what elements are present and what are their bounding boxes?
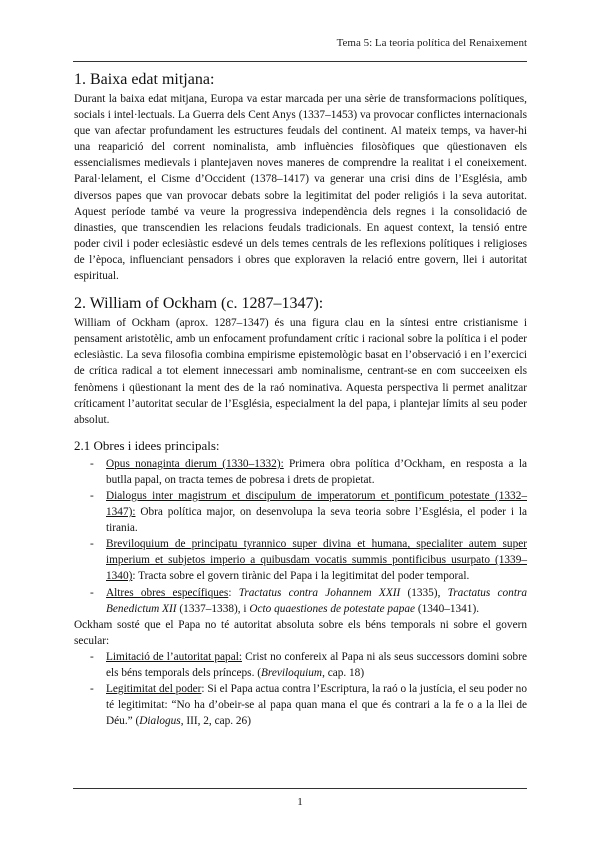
section-2-heading: 2. William of Ockham (c. 1287–1347): xyxy=(74,295,324,313)
works-list xyxy=(74,456,527,617)
work-title: Breviloquium de principatu tyrannico super divina et humana, specialiter autem super imperium et subjetos imperio a quibusdam vocatis summis pontificibus usurpato (1339–1340) xyxy=(106,538,527,583)
dash-bullet: - xyxy=(90,586,94,599)
text-fragment: , cap. 18) xyxy=(322,667,365,679)
text-fragment: , III, 2, cap. 26) xyxy=(180,715,251,728)
work-title: Altres obres específiques xyxy=(106,586,229,599)
work-italic-title: Tractatus contra Benedictum XII xyxy=(106,586,527,615)
page-number: 1 xyxy=(297,796,303,808)
work-description: Primera obra política d’Ockham, en resposta a la butlla papal, on tracta temes de pobresa i drets de propietat. xyxy=(106,457,527,486)
dash-bullet: - xyxy=(90,457,94,470)
section-1-paragraph: Durant la baixa edat mitjana, Europa va estar marcada per una sèrie de transformacions polítiques, socials i intel·lectuals. La Guerra dels Cent Anys (1337–1453) va provocar conflictes internacionals que van afectar profundament les estructures feudals del continent. Al mateix temps, va haver-hi una reaparició del corrent nominalista, amb influències filosòfiques que qüestionaven els essencialismes medievals i plantejaven noves maneres de comprendre la realitat i el coneixement. Paral·lelament, el Cisme d’Occident (1378–1417) va generar una crisi dins de l’Església, amb diversos papes que van provocar debats sobre la legitimitat del poder religiós i la seva autoritat. Aquest període també va veure la progressiva independència dels regnes i la consolidació de dinasties, que transcendien les relacions feudals tradicionals. En aquest context, la tensió entre poder civil i poder eclesiàstic esdevé un dels temes centrals de les reflexions polítiques i religioses de l’època, influenciant pensadors i obres que exploraven la relació entre govern, llei i autoritat espiritual. xyxy=(74,93,527,283)
dash-bullet: - xyxy=(90,489,94,502)
point-title: Limitació de l’autoritat papal: xyxy=(106,650,242,663)
summary-paragraph: Ockham sosté que el Papa no té autoritat absoluta sobre els béns temporals ni sobre el govern secular: xyxy=(74,618,527,647)
point-title: Legitimitat del poder xyxy=(106,683,202,696)
section-2-paragraph: William of Ockham (aprox. 1287–1347) és una figura clau en la síntesi entre cristianisme i pensament aristotèlic, amb un enfocament profundament crític i racional sobre la política i el poder eclesiàstic. La seva filosofia combina empirisme epistemològic basat en l’observació i en l’exercici de crítica radical a tot element innecessari amb nominalisme, centrant-se en com succeeixen els fenòmens i qüestionant la ment des de la raó nominativa. Aquesta perspectiva li permet analitzar críticament l’autoritat secular de l’Església, especialment la del papa, i plantejar límits al seu poder absolut. xyxy=(74,317,527,426)
work-title: Dialogus inter magistrum et discipulum de imperatorum et pontificum potestate (1332–1347): xyxy=(106,489,527,519)
citation-title: Breviloquium xyxy=(260,667,323,679)
work-italic-title: Octo quaestiones de potestate papae xyxy=(249,602,416,615)
list-item xyxy=(74,536,527,584)
list-item xyxy=(74,456,527,488)
citation-title: Dialogus xyxy=(139,715,181,728)
text-fragment: (1340–1341). xyxy=(415,602,480,615)
text-fragment: Crist no confereix al Papa ni als seus successors domini sobre els béns temporals dels prínceps. ( xyxy=(106,650,527,679)
list-item xyxy=(74,681,527,729)
list-item xyxy=(74,488,527,536)
header-divider xyxy=(73,61,527,62)
points-list xyxy=(74,649,527,729)
work-description: : Tracta sobre el govern tirànic del Papa i la legitimitat del poder temporal. xyxy=(132,570,470,583)
list-item xyxy=(74,649,527,681)
text-fragment: (1335), xyxy=(400,586,448,599)
list-item xyxy=(74,585,527,617)
work-italic-title: Tractatus contra Johannem XXII xyxy=(238,586,401,599)
text-fragment: : xyxy=(228,586,239,599)
footer-divider xyxy=(73,788,527,789)
running-header: Tema 5: La teoria política del Renaixement xyxy=(336,37,527,49)
section-1-heading: 1. Baixa edat mitjana: xyxy=(74,71,215,88)
text-fragment: : Si el Papa actua contra l’Escriptura, la raó o la justícia, el seu poder no té legitimitat: “No ha d’obeir-se al papa quan mana el que és contrari a la fe o a la llei de Déu.” ( xyxy=(106,683,527,728)
work-description: Obra política major, on desenvolupa la seva teoria sobre l’Església, el poder i la tirania. xyxy=(106,506,527,535)
text-fragment: (1337–1338), i xyxy=(176,602,250,615)
dash-bullet: - xyxy=(90,683,94,696)
dash-bullet: - xyxy=(90,538,94,551)
dash-bullet: - xyxy=(90,650,94,663)
work-title: Opus nonaginta dierum (1330–1332): xyxy=(106,457,284,470)
page-content xyxy=(74,70,527,729)
section-2-1-heading: 2.1 Obres i idees principals: xyxy=(74,437,220,453)
